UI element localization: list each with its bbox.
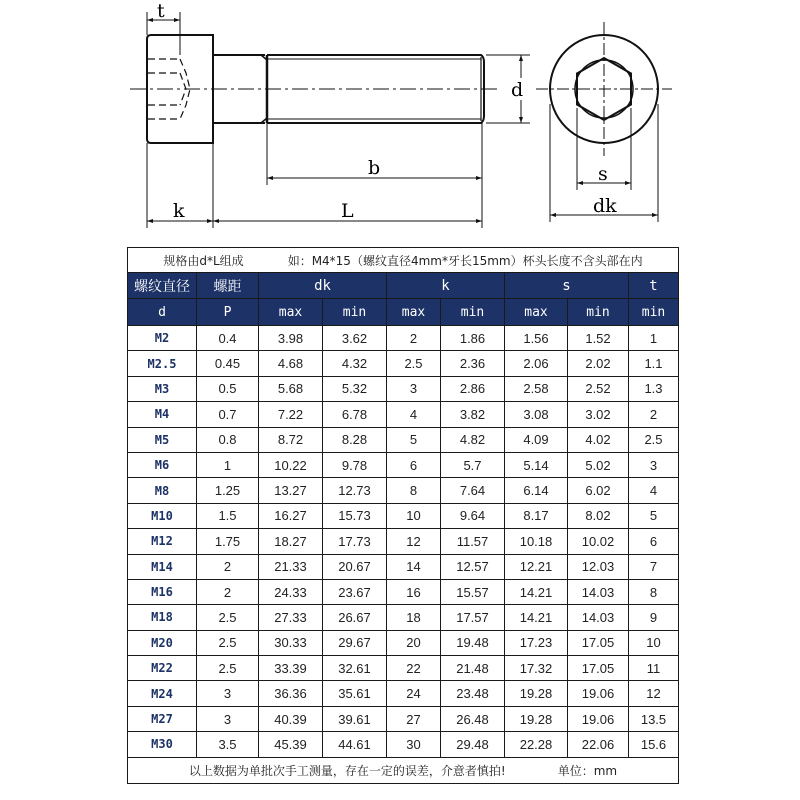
cell-d: M2.5 xyxy=(128,351,197,376)
spec-table xyxy=(127,247,679,784)
cell-pitch: 2 xyxy=(197,579,259,604)
cell-k-min: 9.64 xyxy=(441,503,505,528)
subheader-t-min: min xyxy=(629,299,679,326)
footer-note: 以上数据为单批次手工测量，存在一定的误差，介意者慎拍! xyxy=(188,763,506,778)
cell-d: M18 xyxy=(128,605,197,630)
cell-k-min: 11.57 xyxy=(441,529,505,554)
table-row xyxy=(128,427,679,452)
subheader-s-min: min xyxy=(568,299,629,326)
cell-k-min: 3.82 xyxy=(441,402,505,427)
cell-k-max: 14 xyxy=(387,554,441,579)
table-row xyxy=(128,529,679,554)
cell-dk-min: 17.73 xyxy=(323,529,387,554)
cell-s-max: 4.09 xyxy=(505,427,568,452)
cell-dk-max: 7.22 xyxy=(259,402,323,427)
cell-t-min: 7 xyxy=(629,554,679,579)
cell-s-max: 3.08 xyxy=(505,402,568,427)
subheader-dk-max: max xyxy=(259,299,323,326)
table-row xyxy=(128,326,679,351)
cell-dk-min: 9.78 xyxy=(323,452,387,477)
cell-k-min: 2.86 xyxy=(441,376,505,401)
cell-k-max: 30 xyxy=(387,732,441,757)
cell-t-min: 13.5 xyxy=(629,706,679,731)
cell-s-min: 19.06 xyxy=(568,681,629,706)
cell-pitch: 3 xyxy=(197,681,259,706)
cell-t-min: 9 xyxy=(629,605,679,630)
cell-k-max: 18 xyxy=(387,605,441,630)
cell-dk-max: 30.33 xyxy=(259,630,323,655)
cell-dk-min: 6.78 xyxy=(323,402,387,427)
cell-t-min: 10 xyxy=(629,630,679,655)
label-t: t xyxy=(157,0,165,22)
cell-k-max: 6 xyxy=(387,452,441,477)
cell-dk-min: 3.62 xyxy=(323,326,387,351)
cell-dk-min: 8.28 xyxy=(323,427,387,452)
cell-s-min: 17.05 xyxy=(568,656,629,681)
screw-dimension-drawing xyxy=(0,0,800,240)
table-row xyxy=(128,605,679,630)
cell-s-max: 17.32 xyxy=(505,656,568,681)
cell-pitch: 1 xyxy=(197,452,259,477)
cell-s-min: 17.05 xyxy=(568,630,629,655)
dimension-lines xyxy=(147,12,530,228)
cell-pitch: 2.5 xyxy=(197,605,259,630)
cell-pitch: 2 xyxy=(197,554,259,579)
cell-s-min: 3.02 xyxy=(568,402,629,427)
table-row xyxy=(128,554,679,579)
cell-dk-max: 27.33 xyxy=(259,605,323,630)
label-L: L xyxy=(341,200,354,222)
cell-s-min: 10.02 xyxy=(568,529,629,554)
cell-k-min: 23.48 xyxy=(441,681,505,706)
cell-t-min: 6 xyxy=(629,529,679,554)
cell-t-min: 4 xyxy=(629,478,679,503)
cell-s-max: 22.28 xyxy=(505,732,568,757)
cell-dk-min: 32.61 xyxy=(323,656,387,681)
cell-dk-max: 4.68 xyxy=(259,351,323,376)
cell-t-min: 15.6 xyxy=(629,732,679,757)
cell-s-max: 14.21 xyxy=(505,605,568,630)
cell-d: M10 xyxy=(128,503,197,528)
cell-s-max: 19.28 xyxy=(505,706,568,731)
table-row xyxy=(128,630,679,655)
cell-s-min: 5.02 xyxy=(568,452,629,477)
cell-pitch: 0.5 xyxy=(197,376,259,401)
cell-dk-min: 15.73 xyxy=(323,503,387,528)
footer-cell xyxy=(128,757,679,783)
cell-d: M14 xyxy=(128,554,197,579)
cell-pitch: 3 xyxy=(197,706,259,731)
table-row xyxy=(128,681,679,706)
cell-k-max: 24 xyxy=(387,681,441,706)
cell-d: M30 xyxy=(128,732,197,757)
cell-d: M27 xyxy=(128,706,197,731)
cell-t-min: 1 xyxy=(629,326,679,351)
cell-dk-max: 10.22 xyxy=(259,452,323,477)
cell-t-min: 5 xyxy=(629,503,679,528)
cell-k-max: 12 xyxy=(387,529,441,554)
cell-dk-max: 18.27 xyxy=(259,529,323,554)
cell-s-min: 19.06 xyxy=(568,706,629,731)
cell-s-min: 8.02 xyxy=(568,503,629,528)
cell-k-min: 21.48 xyxy=(441,656,505,681)
table-row xyxy=(128,478,679,503)
cell-pitch: 0.8 xyxy=(197,427,259,452)
cell-d: M22 xyxy=(128,656,197,681)
cell-s-max: 2.06 xyxy=(505,351,568,376)
footer-row xyxy=(128,757,679,783)
cell-k-max: 27 xyxy=(387,706,441,731)
header-thread-diameter: 螺纹直径 xyxy=(128,273,197,299)
cell-s-max: 5.14 xyxy=(505,452,568,477)
table-row xyxy=(128,503,679,528)
cell-pitch: 0.45 xyxy=(197,351,259,376)
table-row xyxy=(128,402,679,427)
cell-dk-max: 33.39 xyxy=(259,656,323,681)
cell-k-max: 8 xyxy=(387,478,441,503)
cell-dk-min: 44.61 xyxy=(323,732,387,757)
cell-k-min: 19.48 xyxy=(441,630,505,655)
cell-k-min: 2.36 xyxy=(441,351,505,376)
cell-s-max: 12.21 xyxy=(505,554,568,579)
cell-k-max: 2 xyxy=(387,326,441,351)
cell-dk-min: 39.61 xyxy=(323,706,387,731)
cell-k-min: 12.57 xyxy=(441,554,505,579)
cell-dk-min: 12.73 xyxy=(323,478,387,503)
cell-t-min: 12 xyxy=(629,681,679,706)
cell-d: M12 xyxy=(128,529,197,554)
table-row xyxy=(128,706,679,731)
label-dk: dk xyxy=(593,195,617,217)
cell-k-min: 17.57 xyxy=(441,605,505,630)
cell-k-min: 7.64 xyxy=(441,478,505,503)
cell-dk-max: 45.39 xyxy=(259,732,323,757)
cell-dk-min: 29.67 xyxy=(323,630,387,655)
cell-k-max: 3 xyxy=(387,376,441,401)
cell-d: M3 xyxy=(128,376,197,401)
table-row xyxy=(128,579,679,604)
cell-d: M8 xyxy=(128,478,197,503)
cell-s-min: 2.02 xyxy=(568,351,629,376)
table-row xyxy=(128,376,679,401)
cell-dk-max: 8.72 xyxy=(259,427,323,452)
header-k: k xyxy=(387,273,505,299)
cell-t-min: 1.3 xyxy=(629,376,679,401)
cell-s-max: 1.56 xyxy=(505,326,568,351)
header-s: s xyxy=(505,273,629,299)
cell-k-max: 10 xyxy=(387,503,441,528)
cell-dk-max: 40.39 xyxy=(259,706,323,731)
table-row xyxy=(128,656,679,681)
label-s: s xyxy=(598,163,608,185)
cell-s-min: 6.02 xyxy=(568,478,629,503)
screw-side-view xyxy=(130,35,498,143)
cell-t-min: 1.1 xyxy=(629,351,679,376)
cell-pitch: 1.25 xyxy=(197,478,259,503)
table-row xyxy=(128,452,679,477)
cell-dk-min: 23.67 xyxy=(323,579,387,604)
note-right: 如：M4*15（螺纹直径4mm*牙长15mm）杯头长度不含头部在内 xyxy=(287,253,643,268)
cell-t-min: 2 xyxy=(629,402,679,427)
cell-dk-max: 24.33 xyxy=(259,579,323,604)
subheader-k-max: max xyxy=(387,299,441,326)
cell-k-min: 1.86 xyxy=(441,326,505,351)
cell-dk-max: 36.36 xyxy=(259,681,323,706)
dimension-arrows xyxy=(147,18,523,223)
table-row xyxy=(128,351,679,376)
cell-s-max: 10.18 xyxy=(505,529,568,554)
cell-pitch: 0.7 xyxy=(197,402,259,427)
cell-s-min: 4.02 xyxy=(568,427,629,452)
header-dk: dk xyxy=(259,273,387,299)
header-row-2 xyxy=(128,299,679,326)
cell-pitch: 1.75 xyxy=(197,529,259,554)
cell-k-max: 20 xyxy=(387,630,441,655)
cell-pitch: 0.4 xyxy=(197,326,259,351)
cell-d: M24 xyxy=(128,681,197,706)
cell-k-max: 4 xyxy=(387,402,441,427)
cell-pitch: 3.5 xyxy=(197,732,259,757)
cell-dk-min: 26.67 xyxy=(323,605,387,630)
subheader-dk-min: min xyxy=(323,299,387,326)
cell-d: M2 xyxy=(128,326,197,351)
cell-k-max: 22 xyxy=(387,656,441,681)
cell-dk-min: 4.32 xyxy=(323,351,387,376)
cell-dk-max: 21.33 xyxy=(259,554,323,579)
cell-t-min: 8 xyxy=(629,579,679,604)
cell-pitch: 2.5 xyxy=(197,630,259,655)
screw-end-view xyxy=(536,22,672,222)
cell-dk-max: 5.68 xyxy=(259,376,323,401)
cell-dk-max: 13.27 xyxy=(259,478,323,503)
cell-s-max: 2.58 xyxy=(505,376,568,401)
cell-dk-min: 35.61 xyxy=(323,681,387,706)
cell-dk-min: 20.67 xyxy=(323,554,387,579)
subheader-k-min: min xyxy=(441,299,505,326)
cell-k-max: 5 xyxy=(387,427,441,452)
header-row-1 xyxy=(128,273,679,299)
label-d-side: d xyxy=(511,79,524,101)
cell-s-max: 17.23 xyxy=(505,630,568,655)
cell-k-min: 15.57 xyxy=(441,579,505,604)
cell-t-min: 3 xyxy=(629,452,679,477)
note-left: 规格由d*L组成 xyxy=(163,253,244,268)
cell-s-min: 2.52 xyxy=(568,376,629,401)
cell-k-min: 4.82 xyxy=(441,427,505,452)
cell-dk-max: 16.27 xyxy=(259,503,323,528)
cell-s-min: 1.52 xyxy=(568,326,629,351)
subheader-p: P xyxy=(197,299,259,326)
cell-s-min: 22.06 xyxy=(568,732,629,757)
cell-pitch: 2.5 xyxy=(197,656,259,681)
cell-d: M5 xyxy=(128,427,197,452)
cell-dk-min: 5.32 xyxy=(323,376,387,401)
footer-unit: 单位：mm xyxy=(557,763,618,778)
cell-d: M16 xyxy=(128,579,197,604)
note-cell xyxy=(128,248,679,273)
cell-s-max: 6.14 xyxy=(505,478,568,503)
label-k: k xyxy=(173,200,185,222)
subheader-d: d xyxy=(128,299,197,326)
cell-k-min: 26.48 xyxy=(441,706,505,731)
cell-d: M4 xyxy=(128,402,197,427)
table-row xyxy=(128,732,679,757)
cell-pitch: 1.5 xyxy=(197,503,259,528)
cell-t-min: 11 xyxy=(629,656,679,681)
subheader-s-max: max xyxy=(505,299,568,326)
cell-s-min: 12.03 xyxy=(568,554,629,579)
cell-s-max: 8.17 xyxy=(505,503,568,528)
header-t: t xyxy=(629,273,679,299)
label-b: b xyxy=(368,157,381,179)
cell-t-min: 2.5 xyxy=(629,427,679,452)
cell-d: M20 xyxy=(128,630,197,655)
cell-k-min: 5.7 xyxy=(441,452,505,477)
header-pitch: 螺距 xyxy=(197,273,259,299)
cell-s-max: 19.28 xyxy=(505,681,568,706)
cell-k-max: 2.5 xyxy=(387,351,441,376)
cell-d: M6 xyxy=(128,452,197,477)
cell-dk-max: 3.98 xyxy=(259,326,323,351)
note-row xyxy=(128,248,679,273)
cell-s-max: 14.21 xyxy=(505,579,568,604)
cell-s-min: 14.03 xyxy=(568,605,629,630)
cell-k-min: 29.48 xyxy=(441,732,505,757)
cell-k-max: 16 xyxy=(387,579,441,604)
cell-s-min: 14.03 xyxy=(568,579,629,604)
